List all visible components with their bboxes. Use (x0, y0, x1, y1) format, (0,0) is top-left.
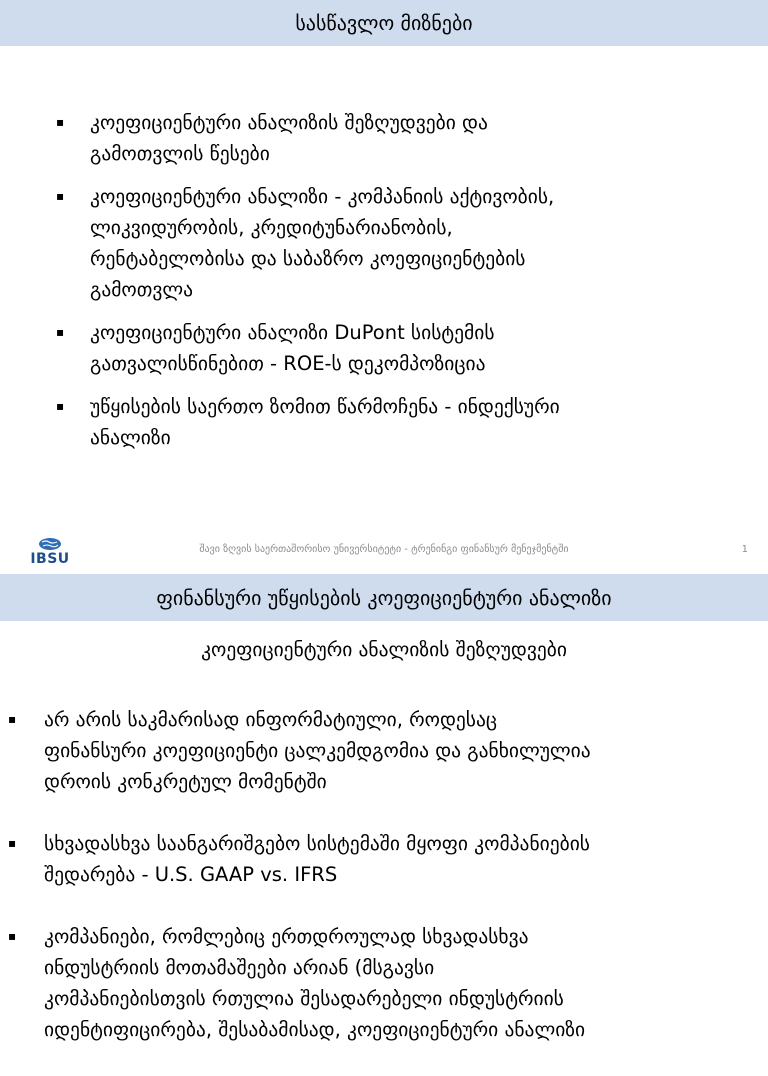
list-item (56, 317, 740, 379)
bullet-line: კომპანიებისთვის რთულია შესადარებელი ინდუსტრიის (44, 987, 564, 1010)
bullet-line: ინდუსტრიის მოთამაშეები არიან (მსგავსი (44, 956, 435, 979)
bullet-marker-icon: ▪ (56, 115, 65, 129)
slide-title: სასწავლო მიზნები (0, 0, 768, 46)
bullet-line: კოეფიციენტური ანალიზი - კომპანიის აქტივობის, (90, 185, 555, 208)
logo-text: IBSU (30, 551, 70, 567)
bullet-line: გათვალისწინებით - ROE-ს დეკომპოზიცია (90, 352, 486, 375)
list-item (56, 391, 740, 453)
bullet-line: კომპანიები, რომლებიც ერთდროულად სხვადასხვა (44, 925, 529, 948)
list-item (8, 704, 764, 797)
bullet-marker-icon: ▪ (8, 836, 17, 850)
bullet-marker-icon: ▪ (8, 712, 17, 726)
bullet-line: შედარება - U.S. GAAP vs. IFRS (44, 863, 338, 886)
list-item (56, 181, 740, 305)
bullet-line: გამოთვლის წესები (90, 142, 270, 165)
slide-title: ფინანსური უწყისების კოეფიციენტური ანალიზი (0, 574, 768, 621)
bullet-line: დროის კონკრეტულ მომენტში (44, 770, 327, 793)
bullet-marker-icon: ▪ (56, 399, 65, 413)
list-item (8, 828, 764, 890)
bullet-line: სხვადასხვა საანგარიშგებო სისტემაში მყოფი კომპანიების (44, 832, 590, 855)
bullet-line: კოეფიციენტური ანალიზი DuPont სისტემის (90, 321, 495, 344)
bullet-line: არ არის საკმარისად ინფორმატიული, როდესაც (44, 708, 498, 731)
bullet-line: რენტაბელობისა და საბაზრო კოეფიციენტების (90, 247, 526, 270)
bullet-marker-icon: ▪ (8, 929, 17, 943)
bullet-list (56, 107, 740, 465)
slide-subtitle: კოეფიციენტური ანალიზის შეზღუდვები (201, 638, 567, 661)
bullet-line: ლიკვიდურობის, კრედიტუნარიანობის, (90, 216, 453, 239)
bullet-line: უწყისების საერთო ზომით წარმოჩენა - ინდექსური (90, 395, 560, 418)
bullet-line: ანალიზი (90, 426, 171, 449)
bullet-marker-icon: ▪ (56, 189, 65, 203)
bullet-line: გამოთვლა (90, 278, 194, 301)
list-item (56, 107, 740, 169)
bullet-line: კოეფიციენტური ანალიზის შეზღუდვები და (90, 111, 488, 134)
page-number: 1 (741, 544, 748, 555)
bullet-list (8, 704, 764, 1076)
bullet-marker-icon: ▪ (56, 325, 65, 339)
bullet-line: იდენტიფიცირება, შესაბამისად, კოეფიციენტური ანალიზი (44, 1018, 586, 1041)
footer-text: შავი ზღვის საერთაშორისო უნივერსიტეტი - ტრენინგი ფინანსურ მენეჯმენტში (199, 544, 569, 555)
slide-2 (0, 574, 768, 1041)
bullet-line: ფინანსური კოეფიციენტი ცალკემდგომია და განხილულია (44, 739, 591, 762)
slide-footer (0, 535, 768, 571)
list-item (8, 921, 764, 1045)
